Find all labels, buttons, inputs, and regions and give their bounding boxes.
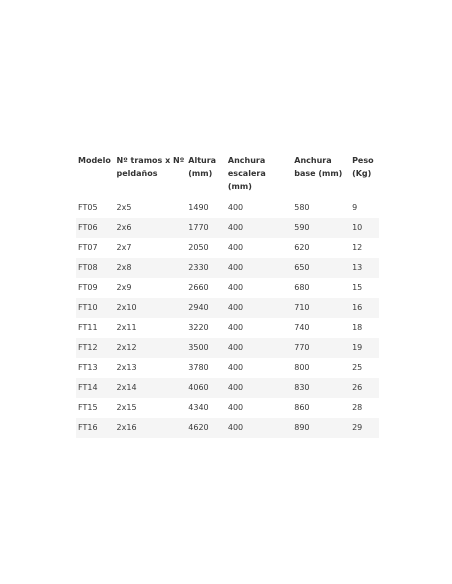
cell-anchura-base: 890	[292, 418, 350, 438]
cell-anchura-escalera: 400	[226, 418, 292, 438]
cell-tramos-peldanos: 2x8	[115, 258, 187, 278]
cell-anchura-base: 620	[292, 238, 350, 258]
cell-tramos-peldanos: 2x5	[115, 198, 187, 219]
cell-anchura-base: 680	[292, 278, 350, 298]
header-tramos-peldanos: Nº tramos x Nº peldaños	[116, 156, 185, 178]
cell-modelo: FT13	[76, 358, 115, 378]
cell-peso: 28	[350, 398, 379, 418]
cell-anchura-base: 650	[292, 258, 350, 278]
cell-anchura-escalera: 400	[226, 358, 292, 378]
cell-altura: 3220	[186, 318, 226, 338]
table-body	[76, 198, 379, 439]
cell-modelo: FT06	[76, 218, 115, 238]
cell-modelo: FT09	[76, 278, 115, 298]
cell-altura: 2940	[186, 298, 226, 318]
table-row	[76, 198, 379, 219]
cell-tramos-peldanos: 2x10	[115, 298, 187, 318]
cell-altura: 1490	[186, 198, 226, 219]
cell-anchura-escalera: 400	[226, 218, 292, 238]
cell-anchura-escalera: 400	[226, 338, 292, 358]
cell-tramos-peldanos: 2x11	[115, 318, 187, 338]
cell-altura: 2050	[186, 238, 226, 258]
cell-anchura-escalera: 400	[226, 298, 292, 318]
header-altura: Altura (mm)	[188, 156, 217, 178]
header-anchura-base: Anchura base (mm)	[294, 156, 343, 178]
cell-peso: 29	[350, 418, 379, 438]
cell-tramos-peldanos: 2x9	[115, 278, 187, 298]
cell-tramos-peldanos: 2x13	[115, 358, 187, 378]
cell-anchura-base: 590	[292, 218, 350, 238]
cell-peso: 15	[350, 278, 379, 298]
cell-modelo: FT05	[76, 198, 115, 219]
table-row	[76, 358, 379, 378]
cell-anchura-base: 740	[292, 318, 350, 338]
table-row	[76, 218, 379, 238]
cell-altura: 4620	[186, 418, 226, 438]
cell-altura: 4340	[186, 398, 226, 418]
cell-anchura-base: 710	[292, 298, 350, 318]
cell-peso: 26	[350, 378, 379, 398]
table-row	[76, 278, 379, 298]
cell-anchura-base: 860	[292, 398, 350, 418]
table-row	[76, 378, 379, 398]
table-row	[76, 418, 379, 438]
cell-modelo: FT10	[76, 298, 115, 318]
cell-peso: 18	[350, 318, 379, 338]
cell-anchura-escalera: 400	[226, 238, 292, 258]
cell-altura: 2330	[186, 258, 226, 278]
cell-tramos-peldanos: 2x16	[115, 418, 187, 438]
table-row	[76, 398, 379, 418]
cell-anchura-escalera: 400	[226, 318, 292, 338]
cell-peso: 13	[350, 258, 379, 278]
cell-peso: 19	[350, 338, 379, 358]
header-peso: Peso (Kg)	[352, 156, 374, 178]
cell-tramos-peldanos: 2x15	[115, 398, 187, 418]
header-anchura-escalera: Anchura escalera (mm)	[227, 156, 266, 191]
cell-modelo: FT07	[76, 238, 115, 258]
cell-modelo: FT12	[76, 338, 115, 358]
cell-anchura-base: 800	[292, 358, 350, 378]
header-modelo: Modelo	[78, 156, 111, 165]
cell-anchura-escalera: 400	[226, 278, 292, 298]
cell-modelo: FT15	[76, 398, 115, 418]
cell-modelo: FT11	[76, 318, 115, 338]
cell-tramos-peldanos: 2x6	[115, 218, 187, 238]
cell-anchura-escalera: 400	[226, 258, 292, 278]
table-row	[76, 258, 379, 278]
cell-peso: 10	[350, 218, 379, 238]
table-row	[76, 338, 379, 358]
table-row	[76, 298, 379, 318]
cell-anchura-escalera: 400	[226, 378, 292, 398]
cell-tramos-peldanos: 2x12	[115, 338, 187, 358]
cell-modelo: FT16	[76, 418, 115, 438]
cell-anchura-base: 770	[292, 338, 350, 358]
cell-anchura-base: 830	[292, 378, 350, 398]
cell-modelo: FT08	[76, 258, 115, 278]
table-row	[76, 318, 379, 338]
cell-modelo: FT14	[76, 378, 115, 398]
cell-peso: 9	[350, 198, 379, 219]
cell-tramos-peldanos: 2x7	[115, 238, 187, 258]
table-header	[76, 151, 379, 198]
cell-anchura-escalera: 400	[226, 198, 292, 219]
cell-tramos-peldanos: 2x14	[115, 378, 187, 398]
cell-altura: 1770	[186, 218, 226, 238]
cell-altura: 3780	[186, 358, 226, 378]
cell-anchura-escalera: 400	[226, 398, 292, 418]
cell-peso: 12	[350, 238, 379, 258]
cell-altura: 2660	[186, 278, 226, 298]
cell-anchura-base: 580	[292, 198, 350, 219]
header-row	[76, 151, 379, 198]
table-row	[76, 238, 379, 258]
cell-peso: 16	[350, 298, 379, 318]
cell-altura: 3500	[186, 338, 226, 358]
cell-peso: 25	[350, 358, 379, 378]
cell-altura: 4060	[186, 378, 226, 398]
ladder-spec-table	[76, 151, 379, 438]
